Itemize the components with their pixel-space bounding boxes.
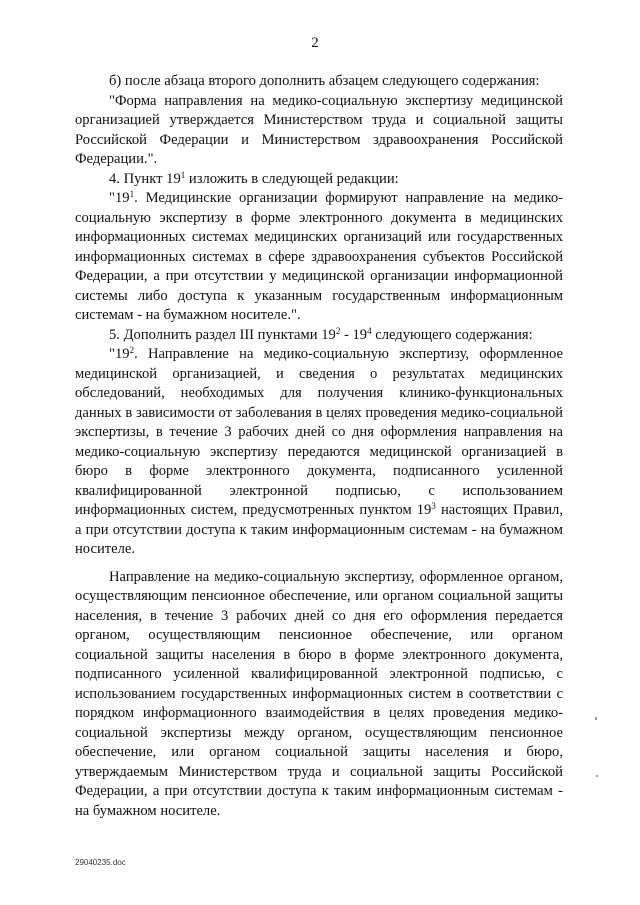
item-5-text-end: следующего содержания: — [371, 326, 533, 343]
item-5-text-mid: - 19 — [340, 326, 368, 343]
point-19-1-number: "19 — [109, 190, 130, 206]
paragraph-referral-form-quote: "Форма направления на медико-социальную экспертизу медицинской организацией утверждается Министерством труда и социальной защиты Российской Федерации и Министерством здравоохранения Российской Федерации.". — [75, 92, 563, 167]
item-5-superscript-2: 4 — [367, 325, 372, 336]
item-5-text-start: 5. Дополнить раздел III пунктами 19 — [109, 326, 336, 343]
document-body — [75, 72, 563, 821]
point-19-2-text-end: настоящих Правил, а при отсутствии доступа к таким информационным системам - на бумажном носителе. — [75, 502, 563, 557]
point-19-1-superscript: 1 — [129, 189, 135, 199]
point-19-3-reference-superscript: 3 — [431, 501, 436, 511]
paragraph-point-19-2 — [75, 345, 563, 560]
paragraph-point-19-1 — [75, 189, 563, 326]
scan-artifact — [595, 717, 597, 720]
paragraph-item-4 — [75, 170, 563, 190]
document-file-id: 29040235.doc — [75, 858, 126, 867]
point-19-1-text: . Медицинские организации формируют направление на медико-социальную экспертизу в форме электронного документа в медицинских информационных системах медицинских организаций или государственных информационных системах в сфере здравоохранения субъектов Российской Федерации, а при отсутствии у медицинской организации информационной системы либо доступа к указанным государственным информационным системам - на бумажном носителе.". — [75, 190, 563, 323]
item-4-superscript: 1 — [180, 169, 186, 180]
item-4-text-end: изложить в следующей редакции: — [185, 170, 399, 187]
paragraph-subpoint-b: б) после абзаца второго дополнить абзацем следующего содержания: — [109, 73, 540, 89]
point-19-2-text: . Направление на медико-социальную экспертизу, оформленное медицинской организацией, и сведения о результатах медицинских обследований, необходимых для получения клинико-функциональных данных в зависимости от заболевания в целях проведения медико-социальной экспертизы, в течение 3 рабочих дней со дня оформления направления на медико-социальную экспертизу передаются медицинской организацией в бюро в форме электронного документа, подписанного усиленной квалифицированной электронной подписью, с использованием информационных систем, предусмотренных пунктом 19 — [75, 346, 563, 518]
point-19-2-number: "19 — [109, 346, 130, 362]
item-5-superscript-1: 2 — [335, 325, 341, 336]
paragraph-pension-authority-referral: Направление на медико-социальную экспертизу, оформленное органом, осуществляющим пенсионное обеспечение, или органом социальной защиты населения, в течение 3 рабочих дней со дня его оформления передается органом, осуществляющим пенсионное обеспечение, или органом социальной защиты населения в бюро в форме электронного документа, подписанного усиленной квалифицированной электронной подписью, с использованием государственных информационных систем в соответствии с порядком информационного взаимодействия в целях проведения медико-социальной экспертизы между органом, осуществляющим пенсионное обеспечение, или органом социальной защиты населения и бюро, утверждаемым Министерством труда и социальной защиты Российской Федерации, а при отсутствии доступа к таким информационным системам - на бумажном носителе. — [75, 568, 563, 819]
item-4-text-start: 4. Пункт 19 — [109, 170, 181, 187]
point-19-2-superscript: 2 — [129, 345, 135, 355]
page-number: 2 — [311, 35, 319, 51]
scan-artifact — [596, 775, 598, 777]
paragraph-item-5 — [75, 326, 563, 346]
